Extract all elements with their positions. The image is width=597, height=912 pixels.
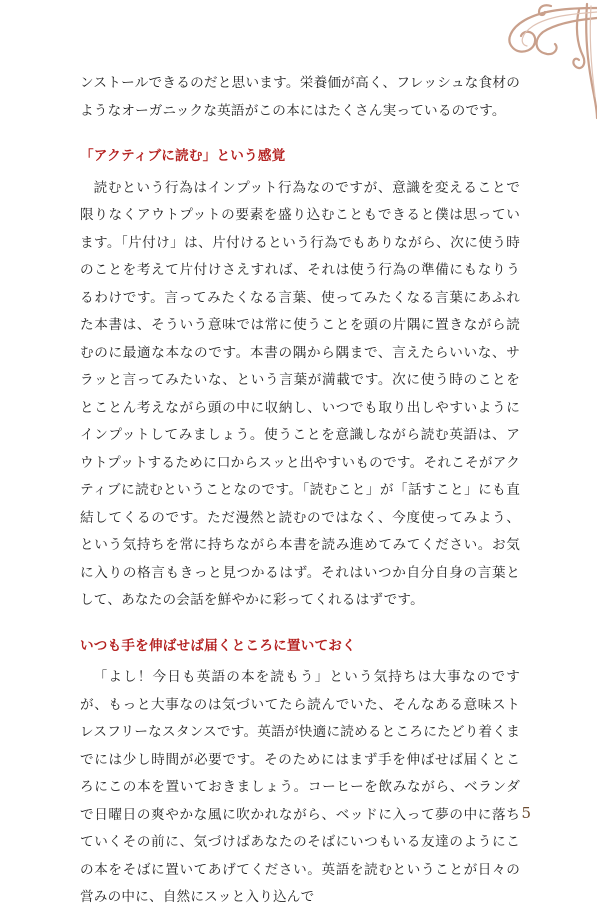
page-number: 5 [521, 804, 531, 822]
intro-paragraph: ンストールできるのだと思います。栄養価が高く、フレッシュな食材のようなオーガニックな英語がこの本にはたくさん実っているのです。 [80, 75, 520, 119]
section-paragraph-keep-within-reach: 「よし！今日も英語の本を読もう」という気持ちは大事なのですが、もっと大事なのは気づいてたら読んでいた、そんなある意味ストレスフリーなスタンスです。英語が快適に読めるところにたどり着くまでには少し時間が必要です。そのためにはまず手を伸ばせば届くところにこの本を置いておきましょう。コーヒーを飲みながら、ベランダで日曜日の爽やかな風に吹かれながら、ベッドに入って夢の中に落ちていくその前に、気づけばあなたのそばにいつもいる友達のようにこの本をそばに置いてあげてください。英語を読むということが日々の営みの中に、自然にスッと入り込んで [80, 669, 520, 905]
section-paragraph-active-reading: 読むという行為はインプット行為なのですが、意識を変えることで限りなくアウトプットの要素を盛り込むこともできると僕は思っています。「片付け」は、片付けるという行為でもありながら、次に使う時のことを考えて片付けさえすれば、それは使う行為の準備にもなりうるわけです。言ってみたくなる言葉、使ってみたくなる言葉にあふれた本書は、そういう意味では常に使うことを頭の片隅に置きながら読むのに最適な本なのです。本書の隅から隅まで、言えたらいいな、サラッと言ってみたいな、という言葉が満載です。次に使う時のことをとことん考えながら頭の中に収納し、いつでも取り出しやすいようにインプットしてみましょう。使うことを意識しながら読む英語は、アウトプットするために口からスッと出やすいものです。それこそがアクティブに読むということなのです。「読むこと」が「話すこと」にも直結してくるのです。ただ漫然と読むのではなく、今度使ってみよう、という気持ちを常に持ちながら本書を読み進めてみてください。お気に入りの格言もきっと見つかるはず。それはいつか自分自身の言葉として、あなたの会話を鮮やかに彩ってくれるはずです。 [80, 179, 520, 608]
page-body [80, 70, 520, 912]
section-heading-active-reading: 「アクティブに読む」という感覚 [80, 148, 286, 164]
section-heading-keep-within-reach: いつも手を伸ばせば届くところに置いておく [80, 637, 356, 654]
